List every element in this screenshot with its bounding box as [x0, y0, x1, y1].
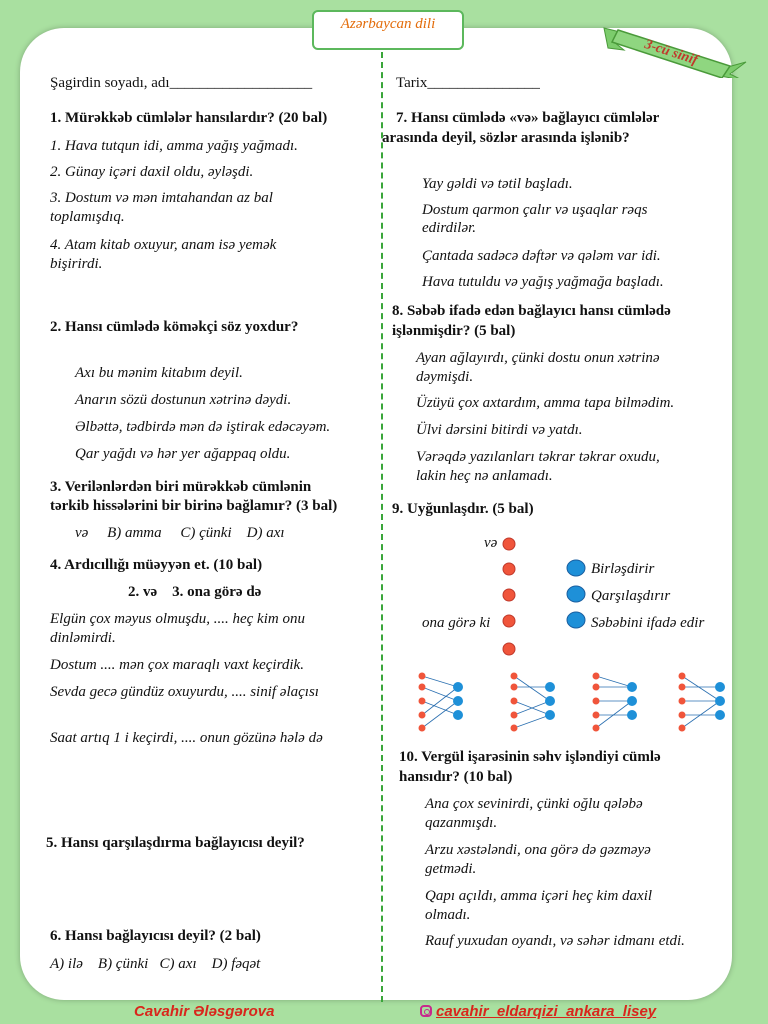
- q10-title-cont: hansıdır? (10 bal): [399, 769, 513, 785]
- column-divider: [381, 52, 383, 1002]
- q1-option[interactable]: 1. Hava tutqun idi, amma yağış yağmadı.: [50, 138, 298, 154]
- q8-option[interactable]: Üzüyü çox axtardım, amma tapa bilmədim.: [416, 395, 675, 411]
- q7-option[interactable]: Yay gəldi və tətil başladı.: [422, 176, 573, 192]
- q7-option[interactable]: Hava tutuldu və yağış yağmağa başladı.: [422, 274, 664, 290]
- left-dots: [503, 538, 515, 655]
- q8-title-cont: işlənmişdir? (5 bal): [392, 323, 516, 339]
- q10-option[interactable]: Rauf yuxudan oyandı, və səhər idmanı etdi.: [425, 933, 685, 949]
- match-dot-right: [567, 586, 585, 602]
- q4-sentence[interactable]: Elgün çox məyus olmuşdu, .... heç kim onu: [50, 611, 305, 627]
- subject-title: Azərbaycan dili: [312, 10, 464, 50]
- q3-title-cont: tərkib hissələrini bir birinə bağlamır? (3 bal): [50, 498, 338, 514]
- match-right-label: Səbəbini ifadə edir: [591, 615, 705, 631]
- q1-option-cont[interactable]: bişirirdi.: [50, 256, 103, 272]
- match-right-label: Qarşılaşdırır: [591, 588, 671, 604]
- grade-label: 3-cü sinif: [642, 37, 700, 69]
- right-dots: [567, 560, 585, 628]
- q2-option[interactable]: Anarın sözü dostunun xətrinə dəydi.: [75, 392, 292, 408]
- match-dot-left: [503, 643, 515, 655]
- q10-option[interactable]: Ana çox sevinirdi, çünki oğlu qələbə: [425, 796, 643, 812]
- grade-ribbon: [600, 10, 750, 78]
- example-graph-1: [419, 673, 464, 732]
- match-dot-left: [503, 563, 515, 575]
- match-right-label: Birləşdirir: [591, 561, 655, 577]
- q1-option[interactable]: 2. Günay içəri daxil oldu, əyləşdi.: [50, 164, 254, 180]
- q4-sentence-cont[interactable]: dinləmirdi.: [50, 630, 116, 646]
- q9-title: 9. Uyğunlaşdır. (5 bal): [392, 501, 534, 517]
- q10-option[interactable]: Arzu xəstələndi, ona görə də gəzməyə: [425, 842, 651, 858]
- q8-option[interactable]: Vərəqdə yazılanları təkrar təkrar oxudu,: [416, 449, 660, 465]
- q10-option-cont[interactable]: getmədi.: [425, 861, 477, 877]
- q4-words: 2. və 3. ona görə də: [128, 584, 262, 600]
- match-left-label-ona-gore-ki: ona görə ki: [422, 615, 491, 631]
- q3-title: 3. Verilənlərdən biri mürəkkəb cümlənin: [50, 479, 312, 495]
- q10-option-cont[interactable]: qazanmışdı.: [425, 815, 498, 831]
- match-dot-right: [567, 612, 585, 628]
- example-graph-2: [511, 673, 556, 732]
- q2-title: 2. Hansı cümlədə köməkçi söz yoxdur?: [50, 319, 299, 335]
- match-dot-left: [503, 538, 515, 550]
- q7-title: 7. Hansı cümlədə «və» bağlayıcı cümlələr: [396, 110, 660, 126]
- q2-option[interactable]: Axı bu mənim kitabım deyil.: [75, 365, 243, 381]
- q8-title: 8. Səbəb ifadə edən bağlayıcı hansı cümlədə: [392, 303, 671, 319]
- student-name-field[interactable]: Şagirdin soyadı, adı___________________: [50, 75, 313, 91]
- matching-diagram: [400, 530, 740, 740]
- q10-title: 10. Vergül işarəsinin səhv işləndiyi cümlə: [399, 749, 661, 765]
- q2-option[interactable]: Əlbəttə, tədbirdə mən də iştirak edəcəyəm.: [75, 419, 331, 435]
- q3-options[interactable]: və B) amma C) çünki D) axı: [75, 525, 285, 541]
- q2-option[interactable]: Qar yağdı və hər yer ağappaq oldu.: [75, 446, 291, 462]
- match-left-label-ve: və: [484, 535, 498, 551]
- q4-sentence[interactable]: Sevda gecə gündüz oxuyurdu, .... sinif əlaçısı: [50, 684, 319, 700]
- example-graph-3: [593, 673, 638, 732]
- match-dot-right: [567, 560, 585, 576]
- q1-option-cont[interactable]: toplamışdıq.: [50, 209, 125, 225]
- q7-option[interactable]: Çantada sadəcə dəftər və qələm var idi.: [422, 248, 661, 264]
- q10-option-cont[interactable]: olmadı.: [425, 907, 471, 923]
- q5-title: 5. Hansı qarşılaşdırma bağlayıcısı deyil?: [46, 835, 305, 851]
- q1-option[interactable]: 3. Dostum və mən imtahandan az bal: [50, 190, 273, 206]
- q1-title: 1. Mürəkkəb cümlələr hansılardır? (20 bal): [50, 110, 328, 126]
- match-dot-left: [503, 589, 515, 601]
- example-graph-4: [679, 673, 726, 732]
- q4-sentence[interactable]: Dostum .... mən çox maraqlı vaxt keçirdik.: [50, 657, 304, 673]
- author-name: Cavahir Ələsgərova: [134, 1003, 275, 1020]
- instagram-handle-text: cavahir_eldarqizi_ankara_lisey: [436, 1003, 657, 1020]
- q10-option[interactable]: Qapı açıldı, amma içəri heç kim daxil: [425, 888, 653, 904]
- q1-option[interactable]: 4. Atam kitab oxuyur, anam isə yemək: [50, 237, 277, 253]
- q7-option[interactable]: Dostum qarmon çalır və uşaqlar rəqs: [422, 202, 648, 218]
- q8-option-cont[interactable]: lakin heç nə anlamadı.: [416, 468, 553, 484]
- date-field[interactable]: Tarix_______________: [396, 75, 540, 91]
- instagram-handle[interactable]: [420, 1003, 656, 1020]
- q7-option-cont[interactable]: edirdilər.: [422, 220, 477, 236]
- q8-option-cont[interactable]: dəymişdi.: [416, 369, 474, 385]
- instagram-icon: [420, 1005, 432, 1017]
- q8-option[interactable]: Ülvi dərsini bitirdi və yatdı.: [416, 422, 583, 438]
- q8-option[interactable]: Ayan ağlayırdı, çünki dostu onun xətrinə: [416, 350, 660, 366]
- q4-title: 4. Ardıcıllığı müəyyən et. (10 bal): [50, 557, 263, 573]
- match-dot-left: [503, 615, 515, 627]
- q6-options[interactable]: A) ilə B) çünki C) axı D) fəqət: [50, 956, 261, 972]
- q6-title: 6. Hansı bağlayıcısı deyil? (2 bal): [50, 928, 261, 944]
- q4-sentence[interactable]: Saat artıq 1 i keçirdi, .... onun gözünə hələ də: [50, 730, 323, 746]
- q7-title-cont: arasında deyil, sözlər arasında işlənib?: [382, 130, 630, 146]
